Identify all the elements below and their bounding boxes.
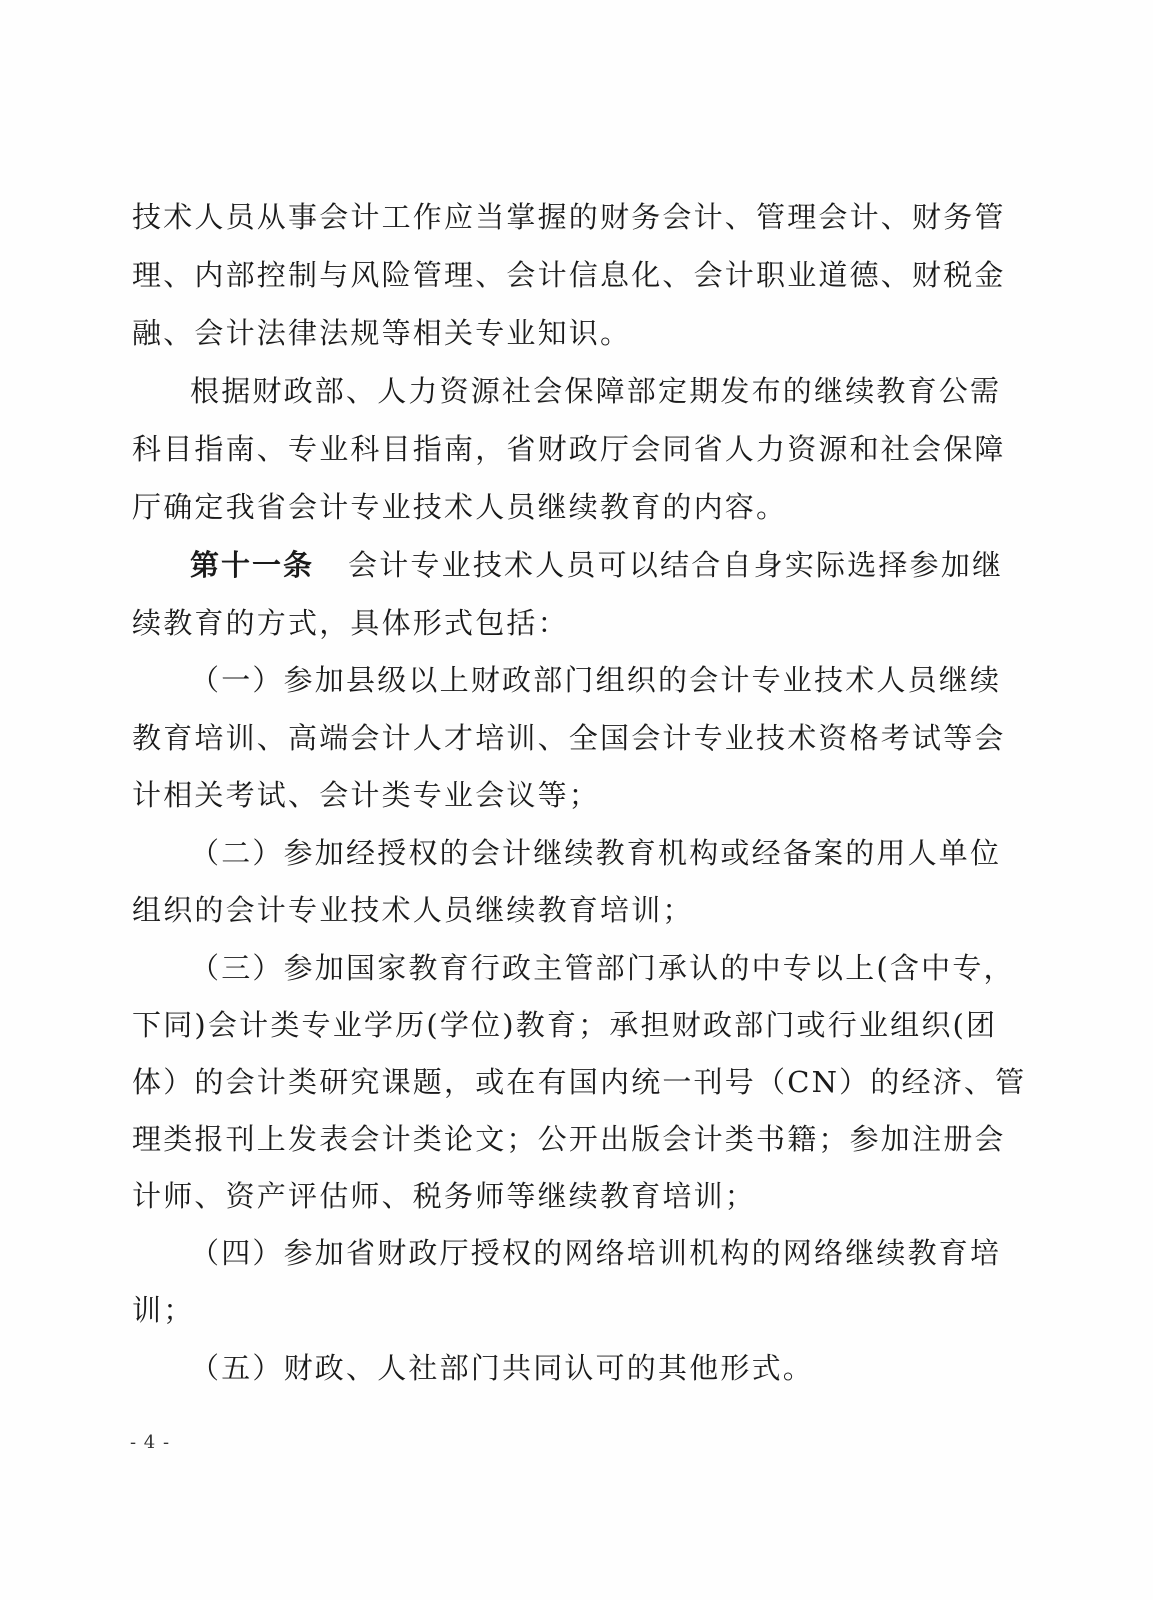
- text-line: 技术人员从事会计工作应当掌握的财务会计、管理会计、财务管: [132, 200, 1006, 234]
- text-line: 训；: [132, 1293, 195, 1327]
- text-line: 融、会计法律法规等相关专业知识。: [132, 316, 632, 350]
- text-line: 科目指南、专业科目指南，省财政厅会同省人力资源和社会保障: [132, 432, 1006, 466]
- text-line: 计师、资产评估师、税务师等继续教育培训；: [132, 1179, 757, 1213]
- text-line: 理类报刊上发表会计类论文；公开出版会计类书籍；参加注册会: [132, 1122, 1006, 1156]
- text-line: 教育培训、高端会计人才培训、全国会计专业技术资格考试等会: [132, 721, 1006, 755]
- text-line: （五）财政、人社部门共同认可的其他形式。: [190, 1351, 815, 1385]
- text-line: 体）的会计类研究课题，或在有国内统一刊号（CN）的经济、管: [132, 1065, 1027, 1099]
- article-label: 第十一条: [190, 548, 315, 582]
- page-number: - 4 -: [130, 1432, 171, 1453]
- text-line: （一）参加县级以上财政部门组织的会计专业技术人员继续: [190, 663, 1002, 697]
- text-line: 理、内部控制与风险管理、会计信息化、会计职业道德、财税金: [132, 258, 1006, 292]
- text-line: 根据财政部、人力资源社会保障部定期发布的继续教育公需: [190, 374, 1002, 408]
- text-line: （四）参加省财政厅授权的网络培训机构的网络继续教育培: [190, 1236, 1002, 1270]
- article-text: 会计专业技术人员可以结合自身实际选择参加继: [348, 548, 1004, 582]
- text-line: 续教育的方式，具体形式包括：: [132, 606, 569, 640]
- text-line: 组织的会计专业技术人员继续教育培训；: [132, 893, 694, 927]
- text-line: 厅确定我省会计专业技术人员继续教育的内容。: [132, 490, 788, 524]
- text-line: （三）参加国家教育行政主管部门承认的中专以上(含中专，: [190, 951, 1015, 985]
- text-line: 计相关考试、会计类专业会议等；: [132, 778, 601, 812]
- text-line: 下同)会计类专业学历(学位)教育；承担财政部门或行业组织(团: [132, 1008, 998, 1042]
- text-line: （二）参加经授权的会计继续教育机构或经备案的用人单位: [190, 836, 1002, 870]
- article-heading-line: [190, 547, 1003, 583]
